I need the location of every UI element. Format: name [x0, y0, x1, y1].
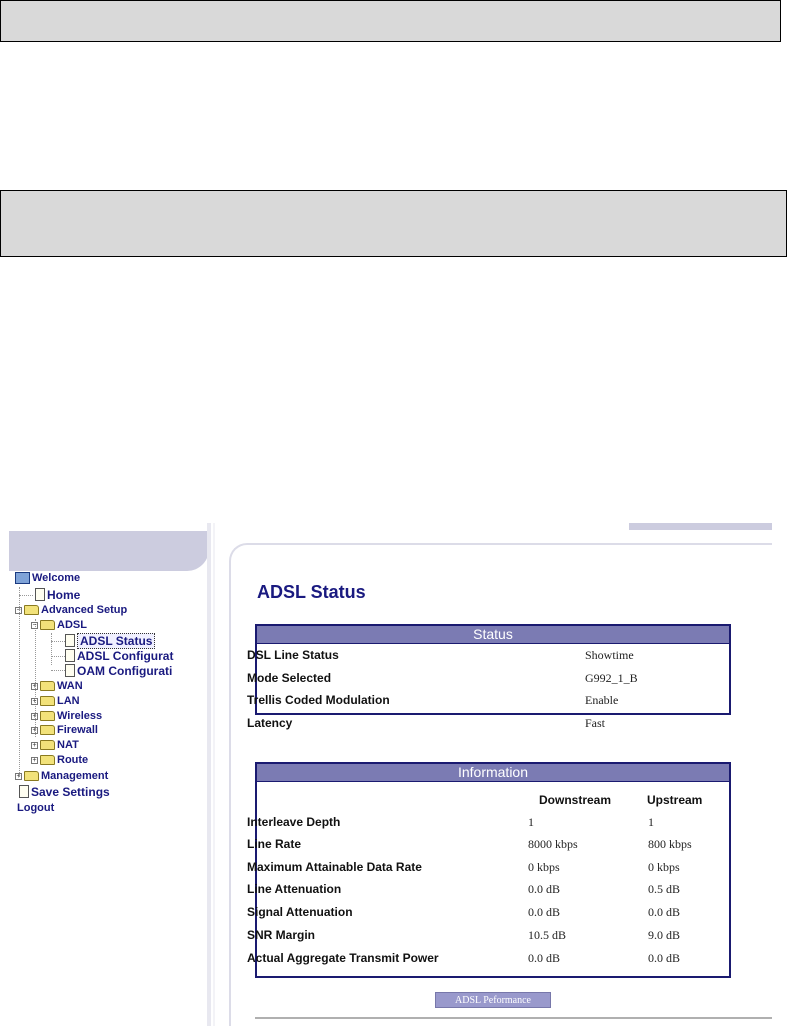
expand-icon[interactable]: +	[32, 712, 37, 720]
tree-line	[51, 641, 65, 642]
page-icon	[19, 785, 29, 798]
info-downstream-value: 8000 kbps	[528, 837, 578, 851]
page-icon	[65, 634, 75, 647]
folder-icon	[40, 711, 55, 721]
router-screenshot	[9, 523, 772, 1026]
nav-item-save-settings[interactable]: Save Settings	[19, 784, 110, 799]
folder-icon	[40, 740, 55, 750]
info-label: SNR Margin	[247, 928, 316, 942]
column-header-upstream: Upstream	[647, 793, 703, 807]
info-downstream-value: 1	[528, 815, 534, 829]
folder-icon	[40, 755, 55, 765]
nav-item-oam-configuration[interactable]: OAM Configurati	[65, 663, 172, 678]
nav-item-lan[interactable]: + LAN	[32, 695, 80, 708]
folder-icon	[24, 771, 39, 781]
info-upstream-value: 0 kbps	[648, 860, 680, 874]
nav-item-wireless[interactable]: + Wireless	[32, 710, 103, 723]
info-upstream-value: 0.5 dB	[648, 882, 681, 896]
nav-item-nat[interactable]: + NAT	[32, 739, 79, 752]
nav-item-route[interactable]: + Route	[32, 754, 89, 767]
folder-icon	[40, 696, 55, 706]
info-label: Interleave Depth	[247, 815, 341, 829]
page-icon	[35, 588, 45, 601]
nav-divider	[207, 523, 211, 1026]
info-upstream-value: 0.0 dB	[648, 905, 681, 919]
main-header-tab	[629, 523, 772, 530]
bottom-divider	[255, 1017, 772, 1019]
page-icon	[65, 649, 75, 662]
tree-line	[19, 595, 33, 596]
folder-open-icon	[24, 605, 39, 615]
status-panel-header: Status	[257, 626, 729, 644]
folder-icon	[40, 681, 55, 691]
info-label: Signal Attenuation	[247, 905, 353, 919]
info-label: Maximum Attainable Data Rate	[247, 860, 422, 874]
status-label: DSL Line Status	[247, 648, 339, 662]
nav-item-wan[interactable]: + WAN	[32, 680, 83, 693]
expand-icon[interactable]: +	[16, 772, 21, 780]
collapse-icon[interactable]: −	[32, 621, 37, 629]
monitor-icon	[15, 572, 30, 584]
expand-icon[interactable]: +	[32, 756, 37, 764]
tree-line	[51, 656, 65, 657]
collapse-icon[interactable]: −	[16, 606, 21, 614]
nav-item-adsl-configuration[interactable]: ADSL Configurat	[65, 648, 173, 663]
status-label: Trellis Coded Modulation	[247, 693, 390, 707]
nav-item-management[interactable]: + Management	[16, 770, 109, 783]
nav-item-adsl-status[interactable]: ADSL Status	[65, 633, 155, 648]
info-label: Line Rate	[247, 837, 302, 851]
tree-line	[51, 670, 65, 671]
info-upstream-value: 1	[648, 815, 654, 829]
expand-icon[interactable]: +	[32, 741, 37, 749]
adsl-performance-button[interactable]: ADSL Peformance	[435, 992, 551, 1008]
info-label: Actual Aggregate Transmit Power	[247, 951, 439, 965]
nav-item-home[interactable]: Home	[35, 587, 80, 602]
nav-item-advanced-setup[interactable]: − Advanced Setup	[16, 604, 128, 617]
nav-item-logout[interactable]: Logout	[17, 802, 55, 815]
info-downstream-value: 0 kbps	[528, 860, 560, 874]
gray-box-middle	[0, 190, 787, 257]
folder-icon	[40, 725, 55, 735]
nav-item-firewall[interactable]: + Firewall	[32, 724, 98, 737]
nav-item-welcome[interactable]: Welcome	[15, 571, 80, 585]
expand-icon[interactable]: +	[32, 682, 37, 690]
nav-header-tab	[9, 531, 209, 571]
status-label: Latency	[247, 716, 293, 730]
status-value: Fast	[585, 716, 606, 730]
info-downstream-value: 0.0 dB	[528, 951, 561, 965]
gray-box-top	[0, 0, 781, 42]
info-label: Line Attenuation	[247, 882, 342, 896]
status-label: Mode Selected	[247, 671, 332, 685]
page-icon	[65, 664, 75, 677]
info-downstream-value: 10.5 dB	[528, 928, 567, 942]
info-downstream-value: 0.0 dB	[528, 905, 561, 919]
nav-item-adsl[interactable]: − ADSL	[32, 619, 87, 632]
status-value: Showtime	[585, 648, 634, 662]
column-header-downstream: Downstream	[539, 793, 612, 807]
info-upstream-value: 800 kbps	[648, 837, 692, 851]
status-value: G992_1_B	[585, 671, 638, 685]
status-value: Enable	[585, 693, 619, 707]
page-title: ADSL Status	[257, 582, 366, 602]
expand-icon[interactable]: +	[32, 726, 37, 734]
expand-icon[interactable]: +	[32, 697, 37, 705]
folder-open-icon	[40, 620, 55, 630]
tree-line	[51, 633, 52, 665]
info-upstream-value: 9.0 dB	[648, 928, 681, 942]
nav-divider-shadow	[213, 523, 215, 1026]
info-downstream-value: 0.0 dB	[528, 882, 561, 896]
info-upstream-value: 0.0 dB	[648, 951, 681, 965]
information-panel-header: Information	[257, 764, 729, 782]
